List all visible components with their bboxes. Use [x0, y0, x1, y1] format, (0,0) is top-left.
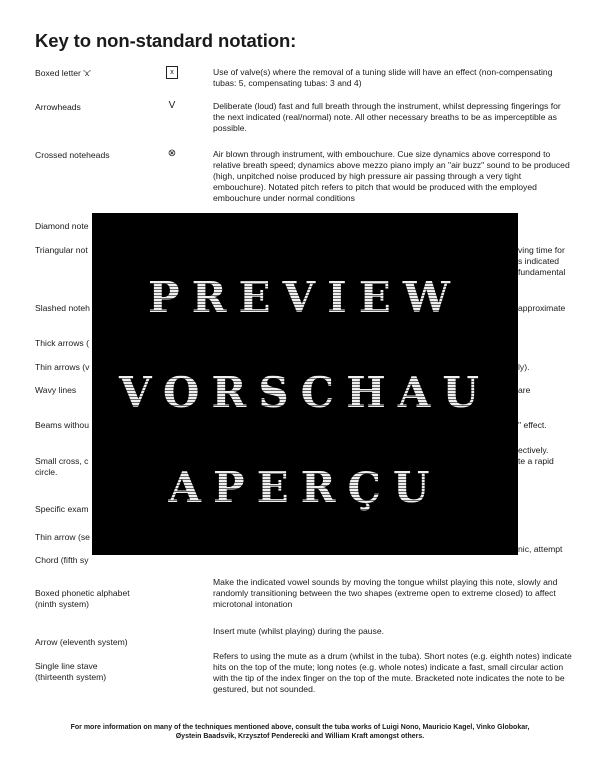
def-small-cross: ectively. te a rapid: [518, 445, 554, 466]
def-insert-mute: Insert mute (whilst playing) during the pause.: [213, 626, 385, 636]
term-arrow-eleventh: Arrow (eleventh system): [35, 637, 128, 647]
watermark-preview: PREVIEW: [92, 273, 518, 322]
def-boxed-phonetic: Make the indicated vowel sounds by moving the tongue whilst playing this note, slowly and randomly transitioning between the two shapes (extreme open to extreme closed) to affect microtonal intonation: [213, 577, 558, 609]
def-thin-arrows: ly).: [518, 362, 530, 372]
def-triangular-note: ving time for s indicated fundamental: [518, 245, 566, 277]
term-boxed-phonetic: Boxed phonetic alphabet (ninth system): [35, 588, 130, 609]
arrowhead-symbol: V: [168, 100, 176, 111]
page-title: Key to non-standard notation:: [35, 30, 297, 51]
def-single-line-stave: Refers to using the mute as a drum (whilst in the tuba). Short notes (e.g. eighth notes) indicate hits on the top of the mute; long notes (e.g. whole notes) indicate a fast, small circular action with the tip of the index finger on the top of the mute. Bracketed note indicates the note to be gestured, but not sounded.: [213, 651, 572, 694]
term-specific-example: Specific exam: [35, 504, 89, 514]
term-thin-arrows: Thin arrows (v: [35, 362, 90, 372]
preview-watermark-overlay: [92, 213, 518, 555]
term-single-line-stave: Single line stave (thirteenth system): [35, 661, 107, 682]
term-chord-fifth-system: Chord (fifth sy: [35, 555, 89, 565]
term-crossed-noteheads: Crossed noteheads: [35, 150, 110, 160]
def-wavy-lines: are: [518, 385, 531, 395]
crossed-notehead-symbol: ⊗: [167, 148, 177, 159]
term-small-cross: Small cross, c circle.: [35, 456, 89, 477]
boxed-x-symbol: x: [161, 66, 183, 79]
def-slashed-notehead: approximate: [518, 303, 566, 313]
term-beams-without: Beams withou: [35, 420, 89, 430]
watermark-vorschau: VORSCHAU: [92, 368, 518, 417]
term-wavy-lines: Wavy lines: [35, 385, 77, 395]
term-slashed-notehead: Slashed noteh: [35, 303, 90, 313]
watermark-apercu: APERÇU: [92, 463, 518, 512]
def-crossed-noteheads: Air blown through instrument, with embouchure. Cue size dynamics above correspond to relative breath speed; dynamics above mezzo piano imply an "air buzz" sound to be produced (high, unpitched noise produced by high pressure air passing through a very tight embouchure). Notated pitch refers to pitch that would be produced with the employed embouchure under normal conditions: [213, 149, 570, 203]
term-diamond-note: Diamond note: [35, 221, 89, 231]
def-boxed-letter: Use of valve(s) where the removal of a tuning slide will have an effect (non-compensating tubas: 5, compensating tubas: 3 and 4): [213, 67, 553, 88]
def-arrowheads: Deliberate (loud) fast and full breath through the instrument, whilst depressing fingerings for the next indicated (real/normal) note. All other necessary breaths to be as imperceptible as possible.: [213, 101, 561, 133]
term-arrowheads: Arrowheads: [35, 102, 81, 112]
footer-note: For more information on many of the techniques mentioned above, consult the tuba works of Luigi Nono, Mauricio Kagel, Vinko Globokar, Øystein Baadsvik, Krzysztof Penderecki and William Kraft amongst others.: [70, 724, 530, 740]
def-beams-without: " effect.: [518, 420, 547, 430]
term-triangular-note: Triangular not: [35, 245, 88, 255]
term-thick-arrows: Thick arrows (: [35, 338, 89, 348]
def-chord-fifth-system: nic, attempt: [518, 544, 563, 554]
term-boxed-letter: Boxed letter 'x': [35, 68, 91, 78]
term-thin-arrow-second: Thin arrow (se: [35, 532, 90, 542]
